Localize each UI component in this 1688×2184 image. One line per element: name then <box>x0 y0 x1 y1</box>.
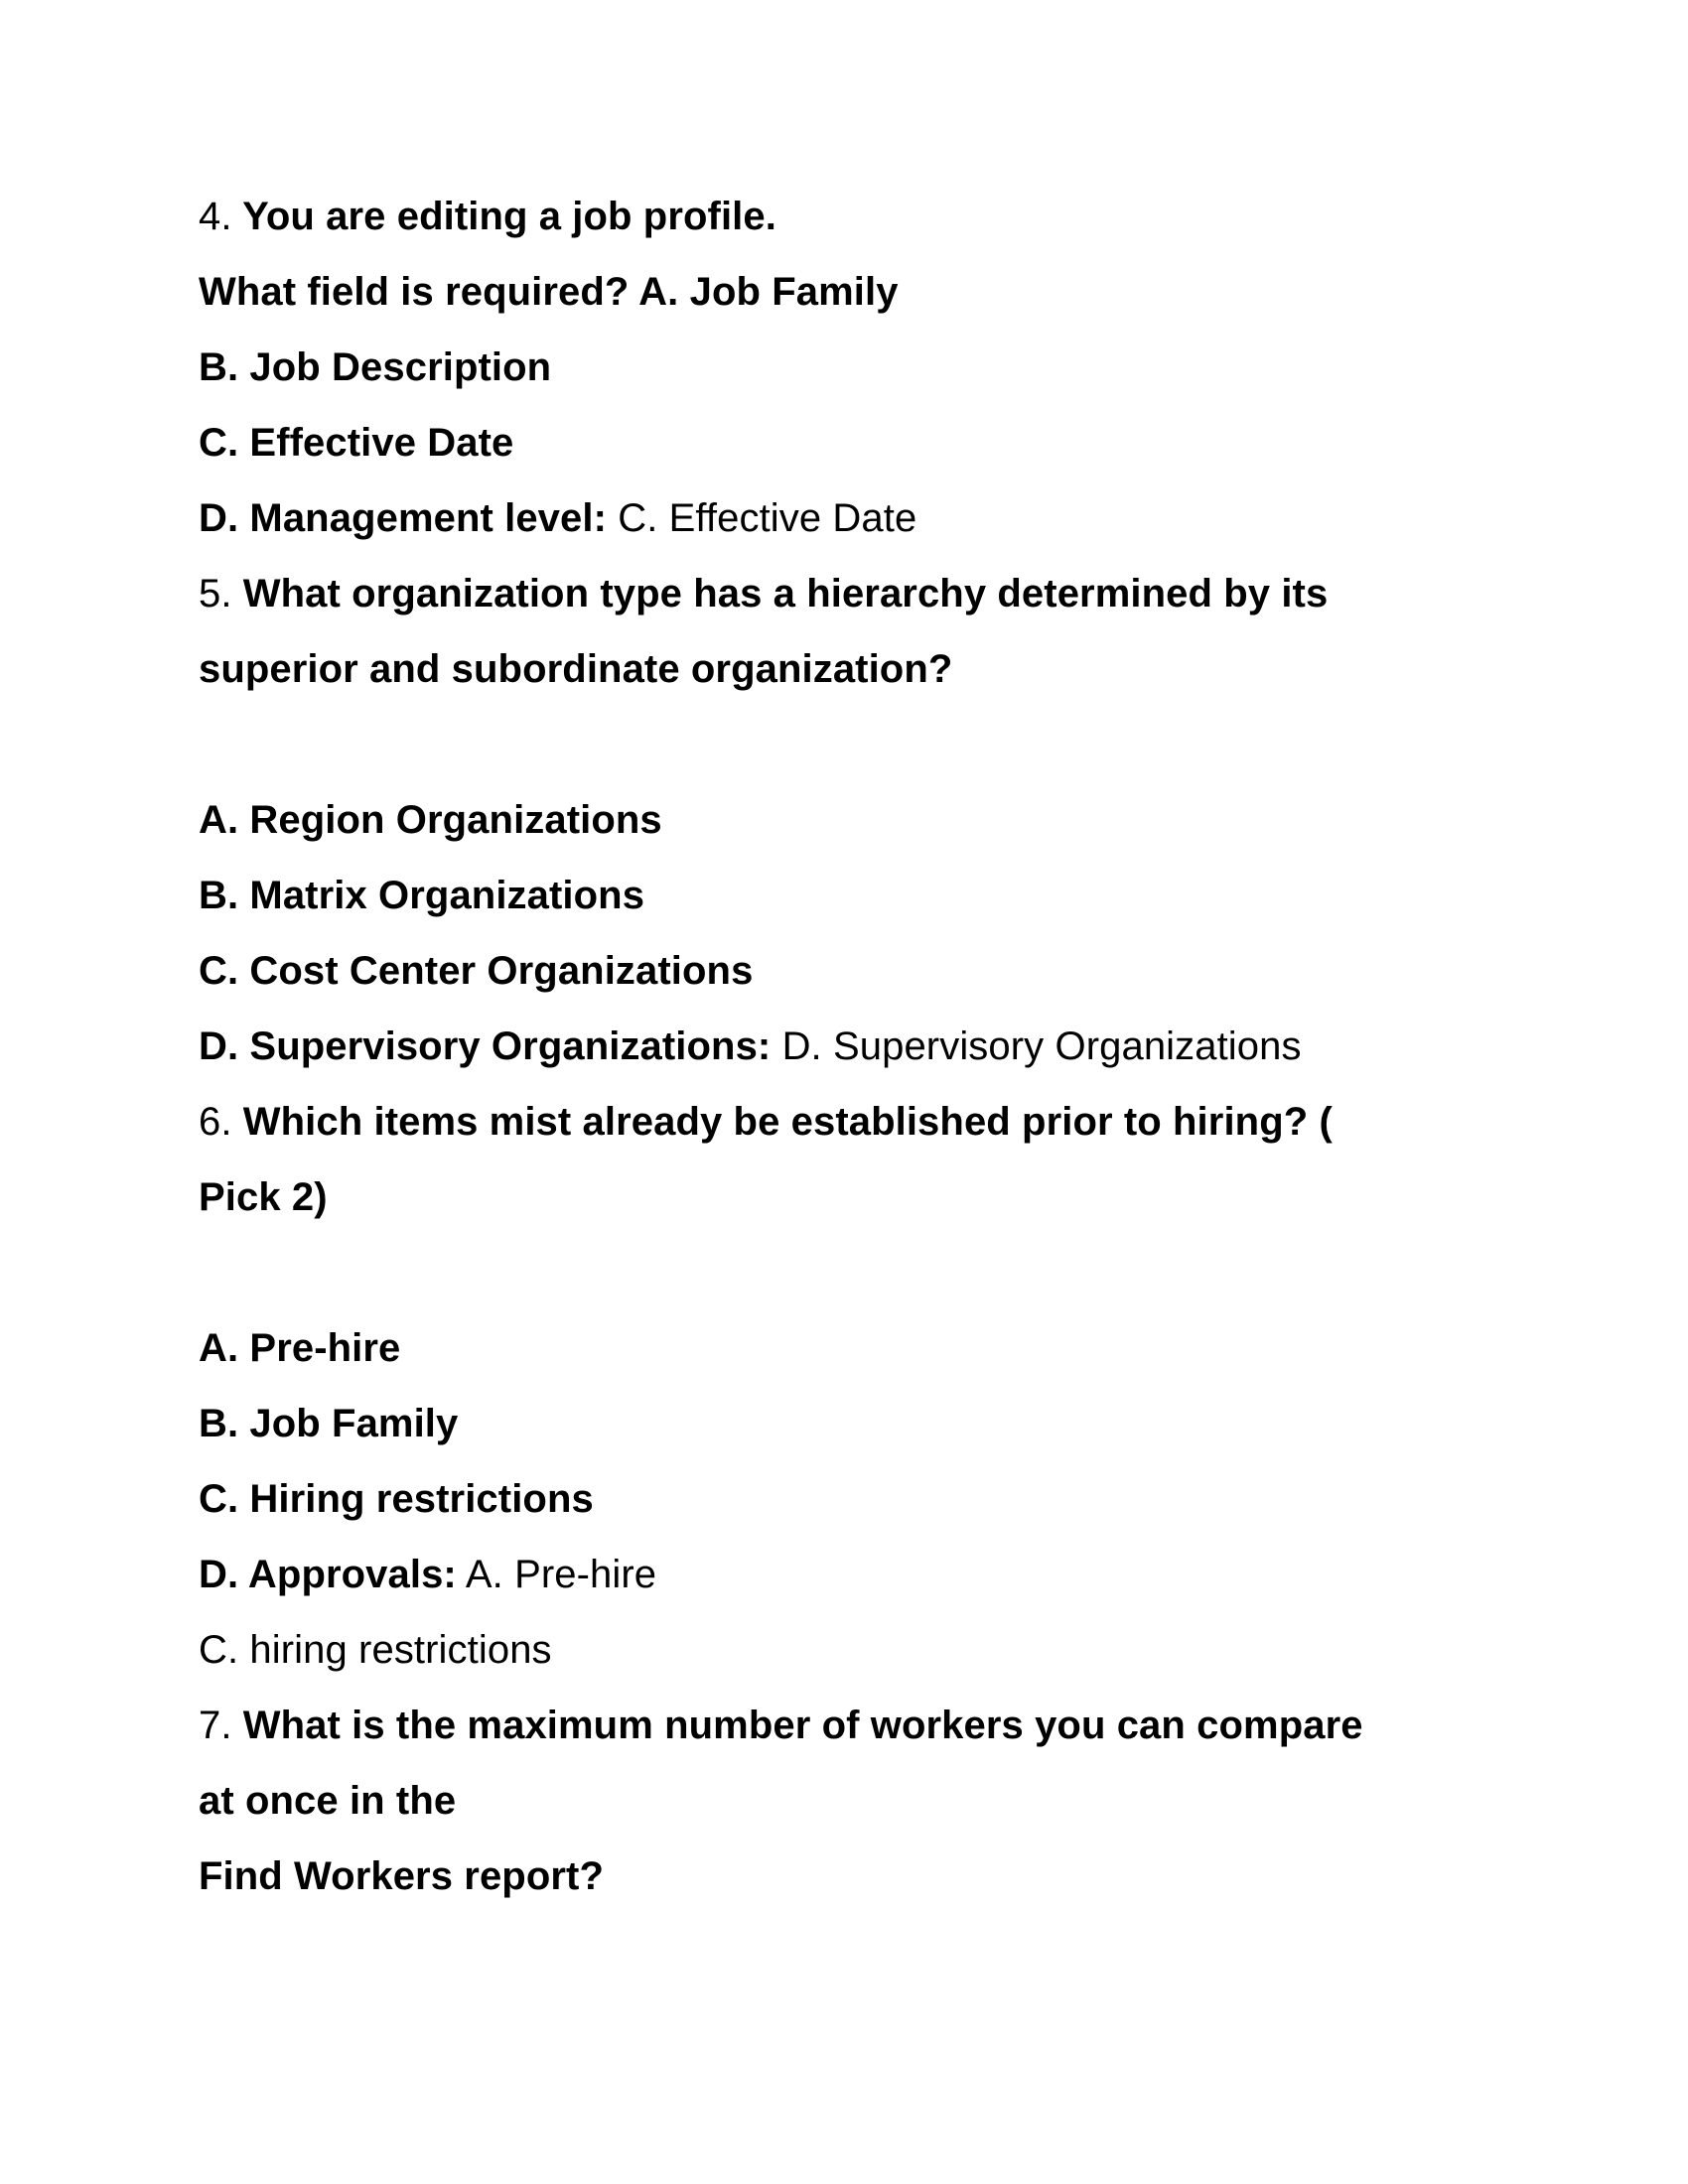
question-prompt-line <box>199 179 1509 254</box>
answer-option-with-answer <box>199 1009 1509 1084</box>
blank-line <box>199 1235 1509 1310</box>
correct-answer-text: C. Effective Date <box>607 496 917 540</box>
answer-option: B. Job Family <box>199 1402 459 1445</box>
answer-option: B. Matrix Organizations <box>199 874 645 917</box>
answer-option: C. Effective Date <box>199 421 514 465</box>
question-prompt-line: Pick 2) <box>199 1175 328 1219</box>
answer-option-label: D. Management level: <box>199 496 608 540</box>
question-prompt-line: superior and subordinate organization? <box>199 647 953 691</box>
question-number: 4. <box>199 195 232 238</box>
question-prompt-text: What is the maximum number of workers you can compare <box>242 1704 1363 1747</box>
answer-option: A. Pre-hire <box>199 1326 401 1370</box>
correct-answer-text: D. Supervisory Organizations <box>771 1024 1302 1068</box>
question-number: 7. <box>199 1704 232 1747</box>
question-prompt-text: What organization type has a hierarchy determined by its <box>242 572 1329 615</box>
question-prompt-text: Which items mist already be established prior to hiring? ( <box>242 1100 1333 1144</box>
question-prompt-line <box>199 1084 1509 1160</box>
answer-option-with-answer <box>199 480 1509 556</box>
document-body <box>199 179 1509 1914</box>
correct-answer-text: A. Pre-hire <box>456 1553 657 1596</box>
answer-option-label: D. Supervisory Organizations: <box>199 1024 772 1068</box>
question-number: 6. <box>199 1100 232 1144</box>
question-number: 5. <box>199 572 232 615</box>
answer-option-with-answer <box>199 1537 1509 1612</box>
answer-option: B. Job Description <box>199 345 552 389</box>
answer-option-label: D. Approvals: <box>199 1553 457 1596</box>
correct-answer-extra-line: C. hiring restrictions <box>199 1628 552 1672</box>
question-prompt-line: at once in the <box>199 1779 457 1823</box>
question-prompt-line: Find Workers report? <box>199 1854 604 1898</box>
blank-line <box>199 707 1509 782</box>
question-prompt-line: What field is required? A. Job Family <box>199 270 899 314</box>
answer-option: C. Cost Center Organizations <box>199 949 754 993</box>
answer-option: C. Hiring restrictions <box>199 1477 594 1521</box>
question-prompt-line <box>199 556 1509 631</box>
question-prompt-text: You are editing a job profile. <box>242 195 776 238</box>
answer-option: A. Region Organizations <box>199 798 662 842</box>
question-prompt-line <box>199 1688 1509 1763</box>
